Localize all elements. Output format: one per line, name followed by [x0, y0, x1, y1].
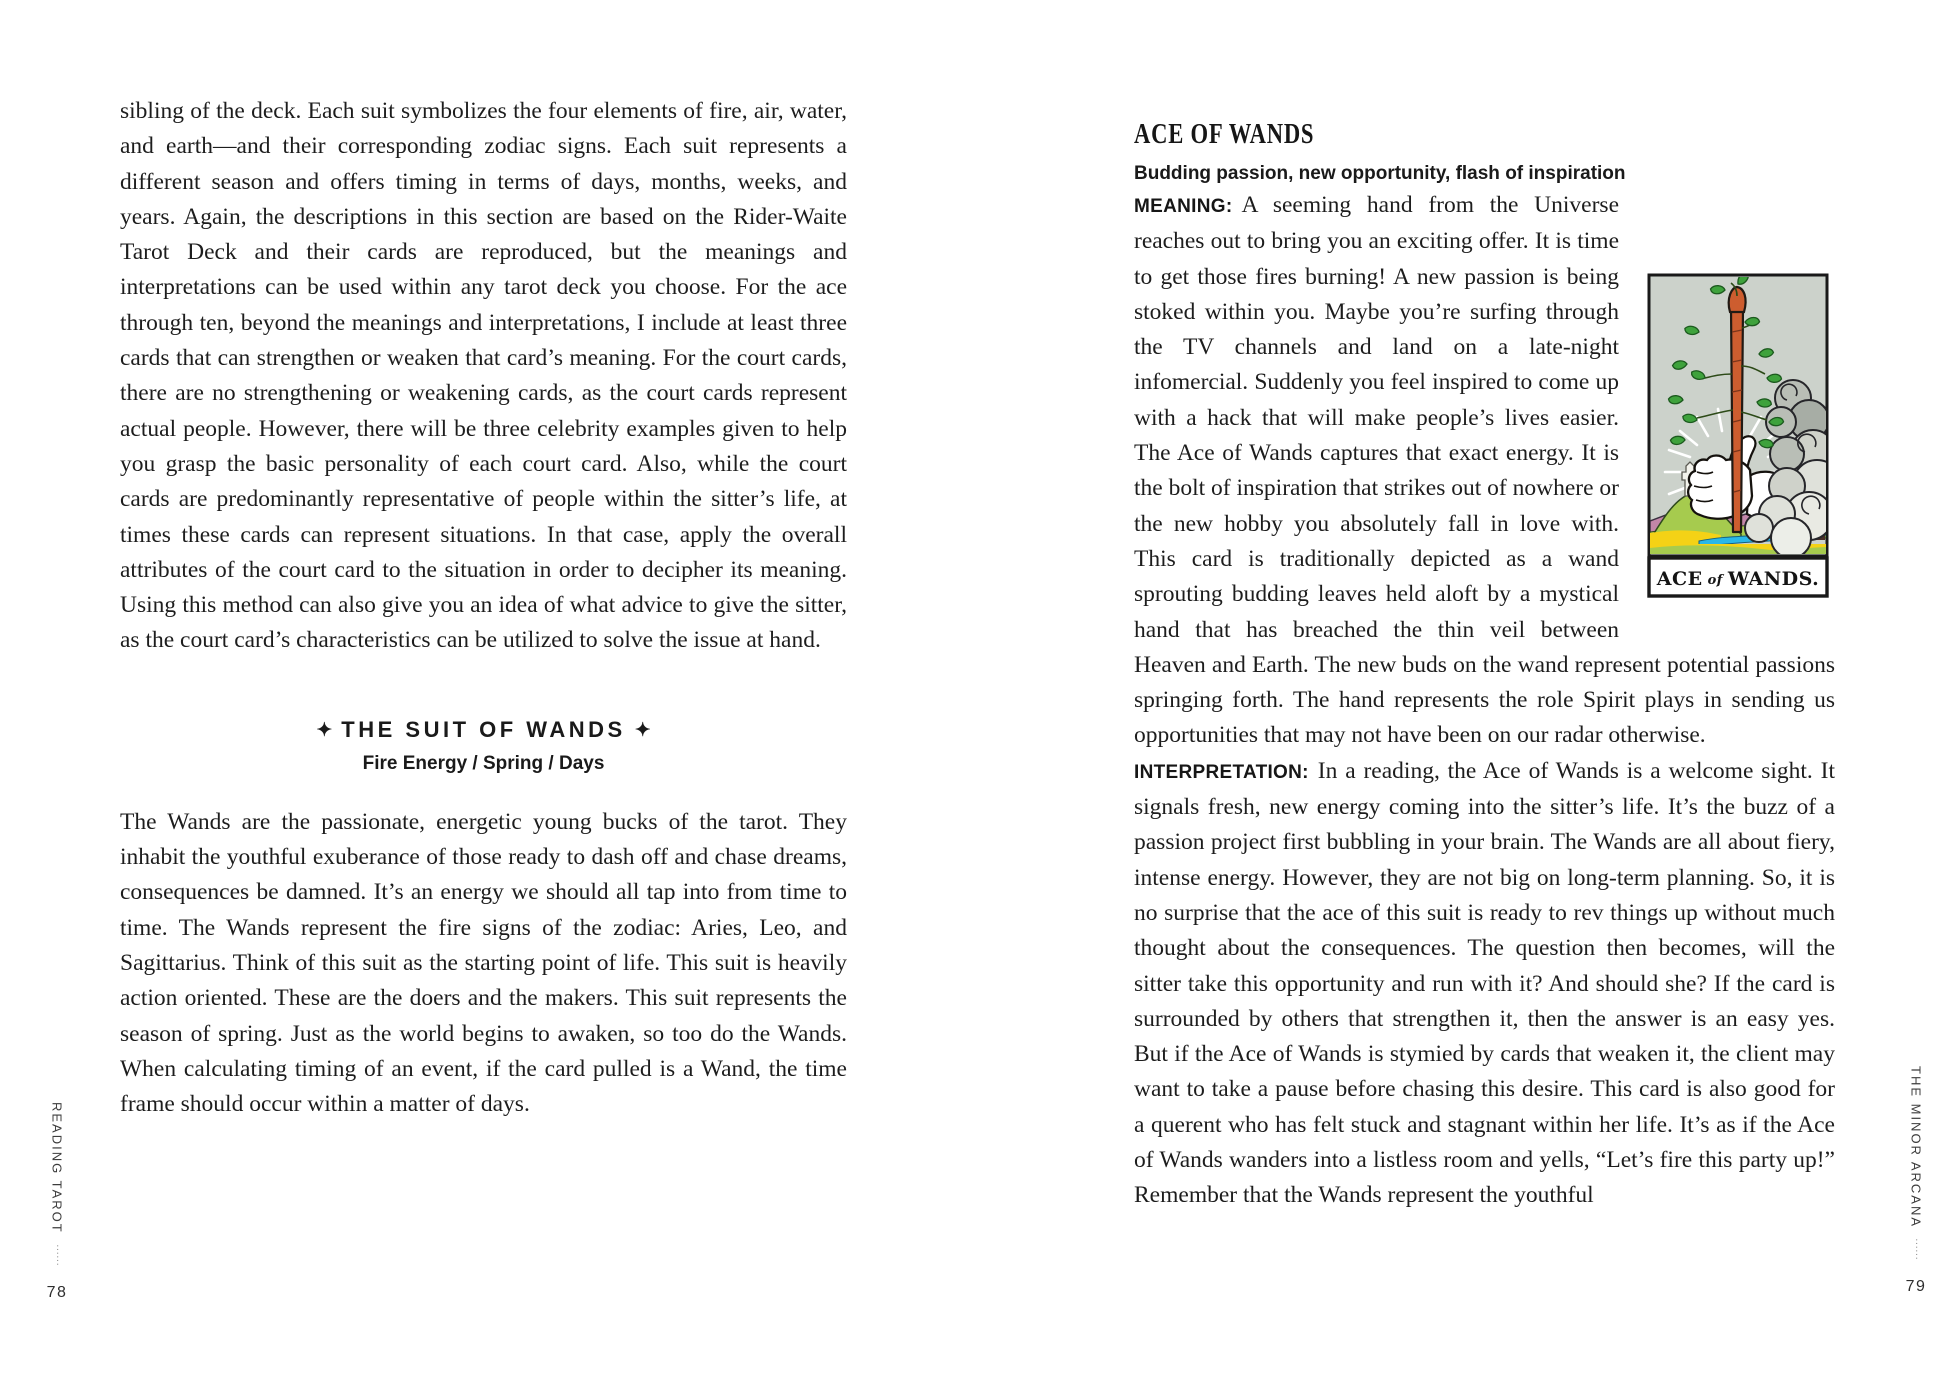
meaning-label: MEANING:	[1134, 196, 1233, 217]
interpretation-label: INTERPRETATION:	[1134, 761, 1309, 783]
right-page-number: 79	[1905, 1278, 1927, 1295]
card-label: ACE of WANDS.	[1656, 568, 1820, 590]
tarot-card-figure	[1641, 270, 1835, 604]
left-page-number: 78	[46, 1283, 68, 1301]
right-running-head: THE MINOR ARCANA	[1908, 1066, 1924, 1229]
left-page-rail	[40, 1102, 74, 1302]
ace-of-wands-heading: ACE OF WANDS	[1134, 118, 1315, 150]
suit-of-wands-subtitle: Fire Energy / Spring / Days	[362, 752, 605, 774]
right-page	[1134, 118, 1835, 1214]
meaning-text: A seeming hand from the Universe reaches out to bring you an exciting offer. It is time to get those fires burning! A new passion is being stoked within you. Maybe you’re surfing through the TV channels and land on a late-night infomercial. Suddenly you feel inspired to come up with a hack that will make people’s lives easier. The Ace of Wands captures that exact energy. It is the bolt of inspiration that strikes out of nowhere or the new hobby you absolutely fall in love with. This card is traditionally depicted as a wand sprouting budding leaves held aloft by a mystical hand that has breached the thin veil between Heaven and Earth. The new buds on the wand represent potential passions springing forth. The hand represents the role Spirit plays in sending us opportunities that may not have been on our radar otherwise.	[1134, 192, 1835, 749]
meaning-paragraph	[1134, 188, 1835, 754]
ace-of-wands-card-illustration	[1641, 270, 1835, 604]
suit-of-wands-heading-text: THE SUIT OF WANDS	[341, 716, 626, 742]
interpretation-text: In a reading, the Ace of Wands is a welcome sight. It signals fresh, new energy coming into the sitter’s life. It’s the buzz of a passion project first bubbling in your brain. The Wands are all about fiery, intense energy. However, they are not big on long-term planning. So, it is no surprise that the ace of this suit is ready to rev things up without much thought about the consequences. The question then becomes, will the sitter take this opportunity and run with it? And should she? If the card is surrounded by others that strengthen it, then the answer is an easy yes. But if the Ace of Wands is stymied by cards that weaken it, the client may want to take a pause before chasing this desire. This card is also good for a querent who has felt stuck and stagnant within her life. It’s as if the Ace of Wands wanders into a listless room and yells, “Let’s fire this party up!” Remember that the Wands represent the youthful	[1134, 757, 1835, 1209]
suit-of-wands-heading	[120, 715, 847, 746]
four-point-star-icon: ✦	[316, 719, 333, 741]
left-page	[120, 94, 847, 1122]
interpretation-paragraph	[1134, 754, 1835, 1214]
left-rail-dots: ······	[51, 1243, 64, 1266]
left-paragraph-2: The Wands are the passionate, energetic young bucks of the tarot. They inhabit the youthful exuberance of those ready to dash off and chase dreams, consequences be damned. It’s an energy we should all tap into from time to time. The Wands represent the fire signs of the zodiac: Aries, Leo, and Sagittarius. Think of this suit as the starting point of life. This suit is heavily action oriented. These are the doers and the makers. This suit represents the season of spring. Just as the world begins to awaken, so too do the Wands. When calculating timing of an event, if the card pulled is a Wand, the time frame should occur within a matter of days.	[120, 808, 847, 1118]
right-rail-dots: ······	[1910, 1238, 1923, 1260]
right-page-rail	[1899, 1066, 1933, 1296]
ace-of-wands-subtitle: Budding passion, new opportunity, flash of inspiration	[1134, 163, 1626, 184]
left-running-head: READING TAROT	[49, 1102, 65, 1234]
left-paragraph-1: sibling of the deck. Each suit symbolizes the four elements of fire, air, water, and earth—and their corresponding zodiac signs. Each suit represents a different season and offers timing in terms of days, months, weeks, and years. Again, the descriptions in this section are based on the Rider-Waite Tarot Deck and their cards are reproduced, but the meanings and interpretations can be used within any tarot deck you choose. For the ace through ten, beyond the meanings and interpretations, I include at least three cards that can strengthen or weaken that card’s meaning. For the court cards, there are no strengthening or weakening cards, as the court cards represent actual people. However, there will be three celebrity examples given to help you grasp the basic personality of each court card. Also, while the court cards are predominantly representative of people within the sitter’s life, at times these cards can represent situations. In that case, apply the overall attributes of the court card to the situation in order to decipher its meaning. Using this method can also give you an idea of what advice to give the sitter, as the court card’s characteristics can be utilized to solve the issue at hand.	[120, 98, 847, 654]
four-point-star-icon: ✦	[634, 719, 651, 741]
